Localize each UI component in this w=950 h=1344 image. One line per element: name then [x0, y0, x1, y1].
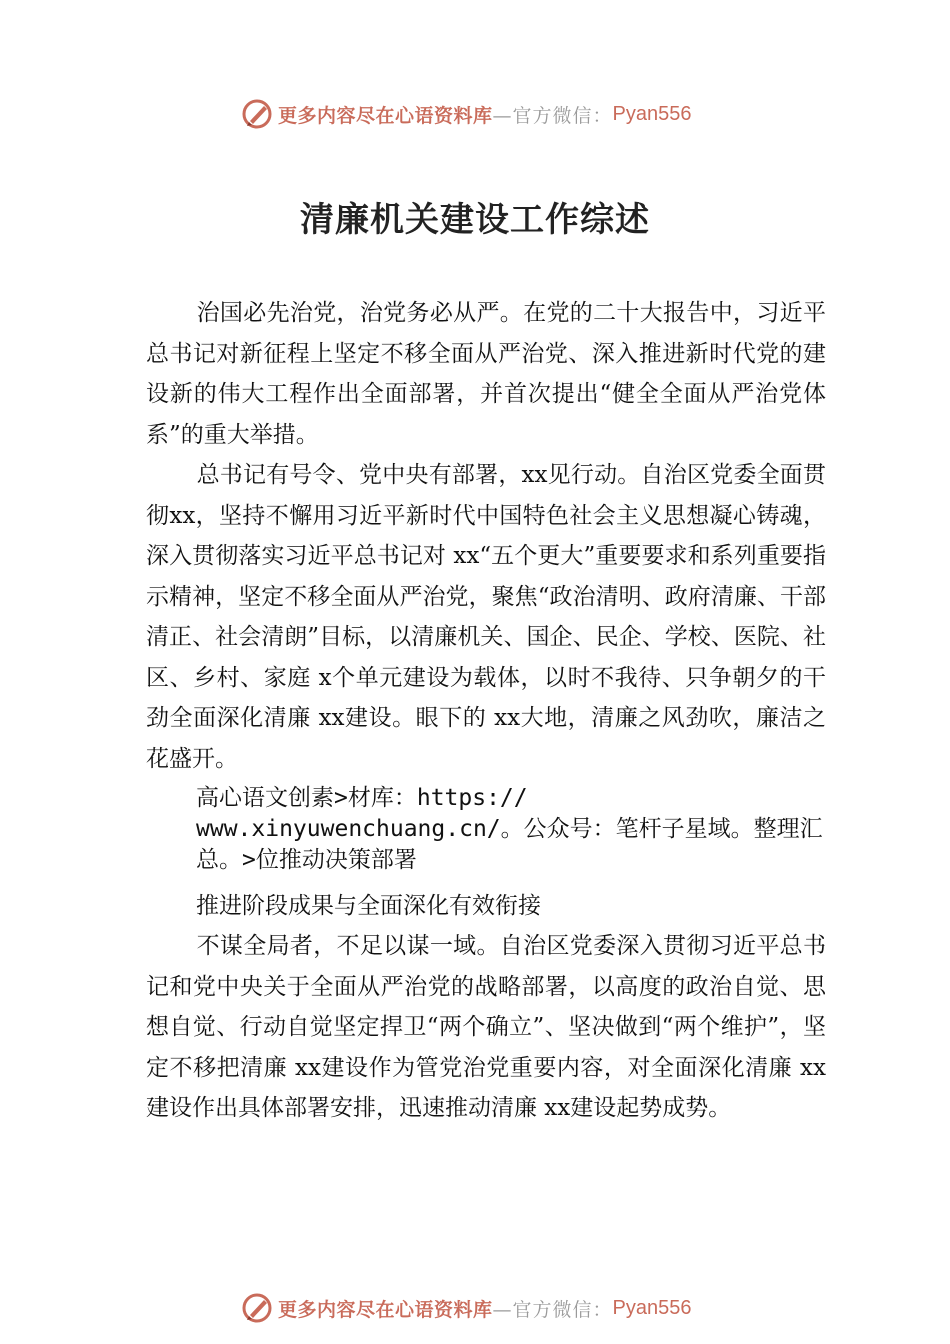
paragraph-3: 不谋全局者，不足以谋一域。自治区党委深入贯彻习近平总书记和党中央关于全面从严治党的战略部署，以高度的政治自觉、思想自觉、行动自觉坚定捍卫“两个确立”、坚决做到“两个维护”，坚定不移把清廉 xx建设作为管党治党重要内容，对全面深化清廉 xx建设作出具体部署安排，迅速推动清廉 xx建设起势成势。 — [146, 933, 826, 1121]
banner-text: 更多内容尽在心语资料库 — [278, 1298, 493, 1321]
document-title: 清廉机关建设工作综述 — [300, 200, 650, 240]
brush-logo-icon — [240, 1291, 274, 1325]
banner-separator: —官方微信： — [492, 104, 613, 127]
banner-wechat-id: Pyan556 — [612, 102, 692, 125]
section-subheading: 推进阶段成果与全面深化有效衔接 — [196, 893, 541, 919]
document-body — [146, 293, 826, 1129]
banner-separator: —官方微信： — [492, 1298, 613, 1321]
banner-text: 更多内容尽在心语资料库 — [278, 104, 493, 127]
paragraph-2: 总书记有号令、党中央有部署，xx见行动。自治区党委全面贯彻xx，坚持不懈用习近平新时代中国特色社会主义思想凝心铸魂，深入贯彻落实习近平总书记对 xx“五个更大”重要要求和系列重要指示精神，坚定不移全面从严治党，聚焦“政治清明、政府清廉、干部清正、社会清朗”目标，以清廉机关、国企、民企、学校、医院、社区、乡村、家庭 x个单元建设为载体，以时不我待、只争朝夕的干劲全面深化清廉 xx建设。眼下的 xx大地，清廉之风劲吹，廉洁之花盛开。 — [146, 462, 826, 772]
source-note-line-2: www.xinyuwenchuang.cn/。公众号：笔杆子星域。整理汇总。>位推动决策部署 — [196, 816, 823, 873]
source-note — [196, 783, 826, 876]
source-note-line-1: 高心语文创素>材库：https:// — [196, 785, 528, 811]
banner-wechat-id: Pyan556 — [612, 1296, 692, 1319]
header-banner — [240, 96, 692, 132]
brush-logo-icon — [240, 97, 274, 131]
footer-banner — [240, 1290, 692, 1326]
paragraph-1: 治国必先治党，治党务必从严。在党的二十大报告中，习近平总书记对新征程上坚定不移全面从严治党、深入推进新时代党的建设新的伟大工程作出全面部署，并首次提出“健全全面从严治党体系”的重大举措。 — [146, 300, 826, 448]
